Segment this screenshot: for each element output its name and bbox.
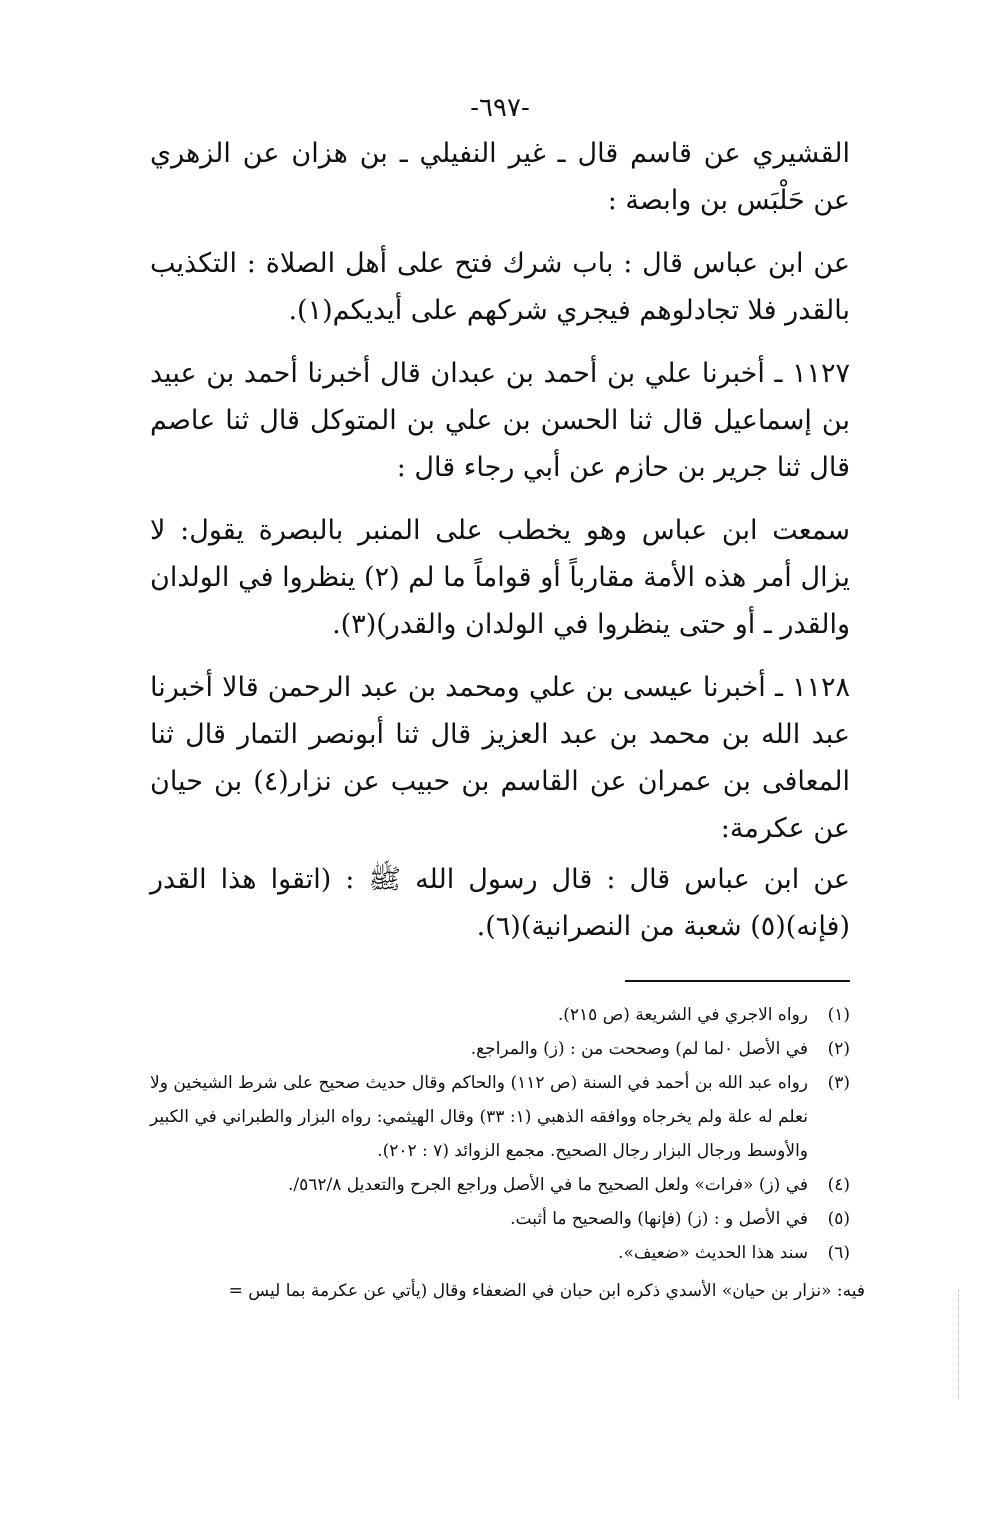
footnote-item bbox=[150, 998, 850, 1032]
paragraph-ibn-abbas-qadar: عن ابن عباس قال : قال رسول الله ﷺ : (اتقوا هذا القدر (فإنه)(٥) شعبة من النصرانية)(٦). bbox=[150, 864, 850, 942]
footnote-number: (٢) bbox=[827, 1039, 850, 1059]
footnote-number: (٦) bbox=[827, 1243, 850, 1263]
footnote-item bbox=[150, 1066, 850, 1168]
paragraph-ibn-abbas-shirk: عن ابن عباس قال : باب شرك فتح على أهل الصلاة : التكذيب بالقدر فلا تجادلوهم فيجري شركهم على أيديكم(١). bbox=[150, 248, 850, 326]
paragraph-ibn-abbas-basra: سمعت ابن عباس وهو يخطب على المنبر بالبصرة يقول: لا يزال أمر هذه الأمة مقارباً أو قواماً ما لم (٢) ينظروا في الولدان والقدر ـ أو حتى ينظروا في الولدان والقدر)(٣). bbox=[150, 515, 850, 640]
footnote-item bbox=[150, 1032, 850, 1066]
footnote-item bbox=[150, 1202, 850, 1236]
footnote-text: في الأصل ٠لما لم) وصححت من : (ز) والمراجع. bbox=[470, 1039, 808, 1059]
footnote-continuation: فيه: «نزار بن حيان» الأسدي ذكره ابن حبان في الضعفاء وقال (يأتي عن عكرمة بما ليس = bbox=[228, 1281, 865, 1301]
footnote-text: رواه عبد الله بن أحمد في السنة (ص ١١٢) والحاكم وقال حديث صحيح على شرط الشيخين ولا نعلم له علة ولم يخرجاه ووافقه الذهبي (١: ٣٣) وقال الهيثمي: رواه البزار والطبراني في الكبير والأوسط ورجال البزار رجال الصحيح. مجمع الزوائد (٧ : ٢٠٢). bbox=[150, 1073, 808, 1161]
footnote-item bbox=[150, 1168, 850, 1202]
footnote-text: في (ز) «فرات» ولعل الصحيح ما في الأصل وراجع الجرح والتعديل ٥٦٢/٨/. bbox=[287, 1175, 808, 1195]
footnote-divider bbox=[625, 980, 850, 982]
scan-margin-line bbox=[958, 1290, 959, 1400]
footnote-number: (٥) bbox=[827, 1209, 850, 1229]
main-text bbox=[150, 130, 850, 950]
paragraph-isnad-intro: القشيري عن قاسم قال ـ غير النفيلي ـ بن هزان عن الزهري عن حَلْبَس بن وابصة : bbox=[150, 138, 850, 216]
footnote-number: (٣) bbox=[827, 1073, 850, 1093]
footnotes-list bbox=[150, 998, 850, 1270]
footnote-number: (١) bbox=[827, 1005, 850, 1025]
footnote-text: في الأصل و : (ز) (فإنها) والصحيح ما أثبت. bbox=[510, 1209, 808, 1229]
book-page bbox=[150, 90, 865, 1308]
paragraph-hadith-1128: ١١٢٨ ـ أخبرنا عيسى بن علي ومحمد بن عبد الرحمن قالا أخبرنا عبد الله بن محمد بن عبد العزيز قال ثنا أبونصر التمار قال ثنا المعافى بن عمران عن القاسم بن حبيب عن نزار(٤) بن حيان عن عكرمة: bbox=[150, 672, 850, 844]
footnote-number: (٤) bbox=[827, 1175, 850, 1195]
footnote-item bbox=[150, 1236, 850, 1270]
paragraph-hadith-1127: ١١٢٧ ـ أخبرنا علي بن أحمد بن عبدان قال أخبرنا أحمد بن عبيد بن إسماعيل قال ثنا الحسن بن علي بن المتوكل قال ثنا عاصم قال ثنا جرير بن حازم عن أبي رجاء قال : bbox=[150, 358, 850, 483]
footnote-text: سند هذا الحديث «ضعيف». bbox=[618, 1243, 808, 1263]
page-number: -٦٩٧- bbox=[470, 93, 530, 123]
footnote-text: رواه الاجري في الشريعة (ص ٢١٥). bbox=[557, 1005, 808, 1025]
